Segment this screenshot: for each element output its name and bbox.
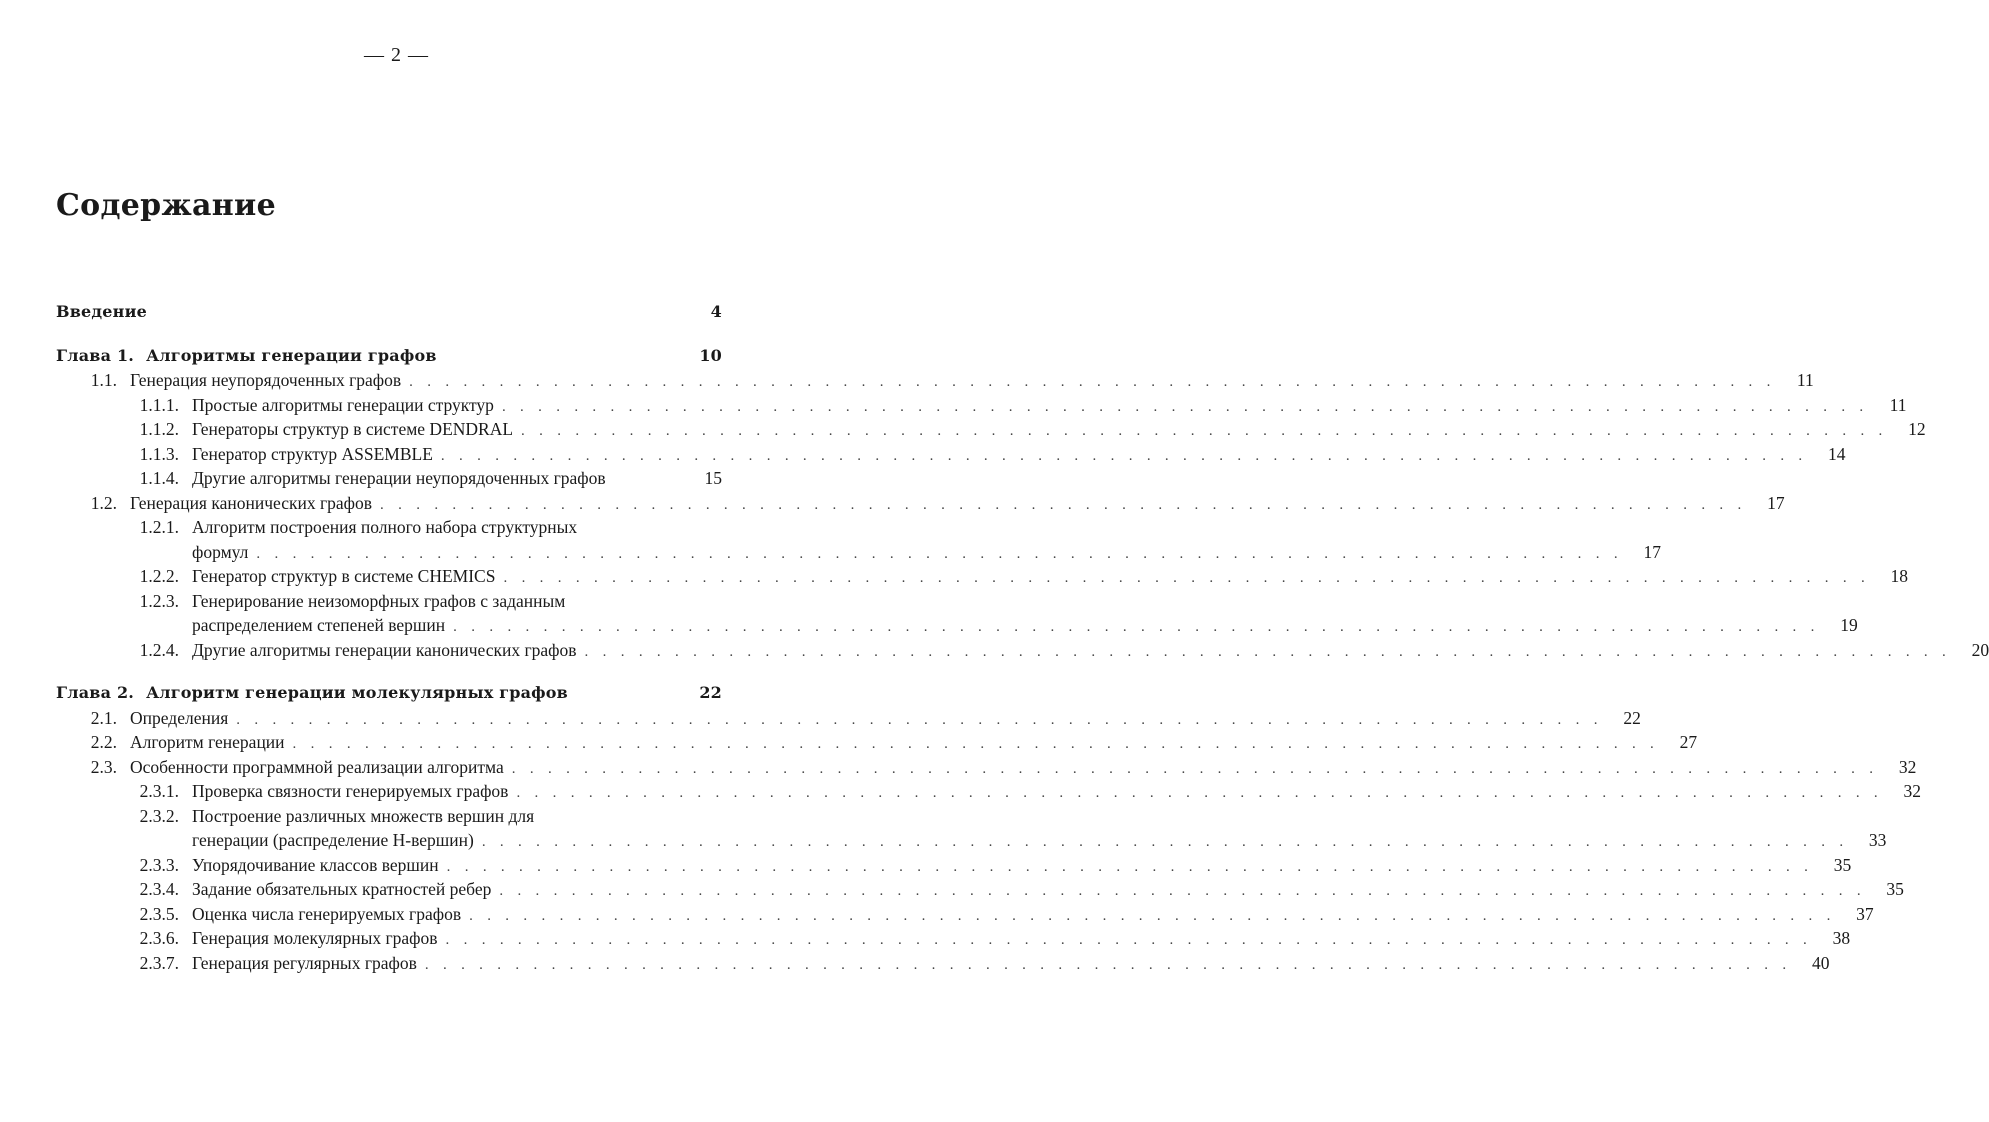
toc-subsection-2-3-2[interactable] — [56, 804, 722, 829]
dot-leader — [461, 904, 1840, 929]
subsection-title: Другие алгоритмы генерации канонических графов — [192, 639, 577, 660]
toc-subsection-1-2-3[interactable] — [56, 589, 722, 614]
toc-chapter-2[interactable] — [56, 681, 722, 706]
table-of-contents — [56, 300, 1989, 975]
subsection-title: Простые алгоритмы генерации структур — [192, 394, 494, 415]
dot-leader — [248, 542, 1627, 567]
section-title: Генерация канонических графов — [130, 492, 373, 513]
toc-subsection-1-2-1-cont[interactable] — [56, 540, 1661, 565]
dot-leader — [228, 708, 1607, 733]
toc-section-2-2[interactable] — [56, 730, 1698, 755]
section-title: Определения — [130, 707, 229, 728]
dot-leader — [417, 953, 1796, 978]
subsection-page: 37 — [1856, 903, 1874, 924]
subsection-page: 18 — [1890, 566, 1909, 586]
subsection-title-line2: формул — [192, 541, 249, 562]
dot-leader — [508, 781, 1887, 806]
chapter-page: 10 — [699, 345, 722, 365]
subsection-page: 20 — [1971, 639, 1989, 660]
section-number: 2.2. — [90, 732, 117, 752]
subsection-title: Генерация молекулярных графов — [192, 928, 438, 948]
toc-subsection-1-2-2[interactable] — [56, 564, 1909, 589]
subsection-number: 2.3.3. — [139, 854, 179, 875]
dot-leader — [577, 640, 1956, 665]
subsection-title: Оценка числа генерируемых графов — [192, 903, 462, 924]
section-title: Особенности программной реализации алгоритма — [130, 756, 504, 777]
dot-leader — [438, 928, 1817, 953]
section-number: 2.3. — [90, 756, 117, 777]
subsection-page: 11 — [1889, 394, 1907, 415]
toc-subsection-2-3-2-cont[interactable] — [56, 828, 1887, 853]
subsection-title: Генератор структур ASSEMBLE — [192, 443, 433, 464]
subsection-number: 2.3.2. — [139, 805, 179, 826]
subsection-number: 1.2.1. — [139, 517, 179, 537]
subsection-page: 19 — [1840, 615, 1858, 635]
chapter-label: Глава 2. — [56, 683, 135, 702]
dot-leader — [401, 370, 1780, 395]
subsection-title: Задание обязательных кратностей ребер — [192, 879, 492, 899]
subsection-number: 1.1.3. — [139, 443, 179, 464]
toc-subsection-2-3-7[interactable] — [56, 951, 1830, 976]
subsection-title: Генератор структур в системе CHEMICS — [192, 566, 496, 586]
toc-subsection-1-2-1[interactable] — [56, 515, 722, 540]
toc-section-1-1[interactable] — [56, 368, 1814, 393]
subsection-title: Проверка связности генерируемых графов — [192, 781, 509, 801]
toc-section-2-3[interactable] — [56, 755, 1917, 780]
dot-leader — [439, 855, 1818, 880]
subsection-page: 14 — [1827, 443, 1846, 464]
subsection-title: Генерация регулярных графов — [192, 952, 417, 973]
subsection-page: 17 — [1643, 541, 1661, 562]
dot-leader — [513, 419, 1892, 444]
dot-leader — [504, 757, 1883, 782]
toc-subsection-1-1-4[interactable] — [56, 466, 722, 491]
section-page: 17 — [1767, 492, 1785, 513]
chapter-title: Алгоритм генерации молекулярных графов — [146, 683, 568, 702]
dot-leader — [445, 615, 1824, 640]
toc-chapter-1[interactable] — [56, 344, 722, 369]
subsection-page: 15 — [704, 468, 722, 488]
subsection-title-line1: Генерирование неизоморфных графов с заданным — [192, 590, 566, 611]
toc-subsection-1-2-3-cont[interactable] — [56, 613, 1858, 638]
subsection-number: 1.1.2. — [139, 419, 179, 439]
subsection-number: 1.2.2. — [139, 566, 179, 586]
subsection-page: 32 — [1903, 781, 1921, 801]
subsection-number: 1.1.1. — [139, 394, 179, 415]
toc-section-1-2[interactable] — [56, 491, 1785, 516]
chapter-title: Алгоритмы генерации графов — [146, 345, 437, 365]
dot-leader — [474, 830, 1853, 855]
subsection-number: 2.3.1. — [139, 781, 179, 801]
section-page: 27 — [1679, 732, 1698, 752]
chapter-page: 22 — [699, 683, 722, 702]
toc-subsection-2-3-6[interactable] — [56, 926, 1851, 951]
toc-intro-page: 4 — [710, 302, 722, 321]
subsection-title: Генераторы структур в системе DENDRAL — [192, 419, 514, 439]
subsection-title: Упорядочивание классов вершин — [192, 854, 439, 875]
subsection-page: 35 — [1833, 854, 1852, 875]
subsection-number: 1.2.3. — [139, 590, 179, 611]
subsection-page: 12 — [1908, 419, 1926, 439]
subsection-number: 1.1.4. — [139, 468, 179, 488]
section-number: 1.1. — [90, 370, 117, 390]
subsection-page: 33 — [1868, 830, 1887, 850]
toc-subsection-2-3-5[interactable] — [56, 902, 1874, 927]
section-page: 32 — [1898, 756, 1917, 777]
subsection-number: 2.3.5. — [139, 903, 179, 924]
toc-intro[interactable] — [56, 300, 722, 325]
subsection-page: 35 — [1886, 879, 1904, 899]
subsection-page: 38 — [1832, 928, 1851, 948]
section-title: Генерация неупорядоченных графов — [130, 370, 402, 390]
toc-subsection-1-1-1[interactable] — [56, 393, 1907, 418]
page-title: Содержание — [56, 188, 276, 223]
subsection-page: 40 — [1811, 952, 1830, 973]
subsection-title-line2: распределением степеней вершин — [192, 615, 446, 635]
dot-leader — [433, 444, 1812, 469]
toc-subsection-1-1-3[interactable] — [56, 442, 1846, 467]
section-number: 1.2. — [90, 492, 117, 513]
chapter-label: Глава 1. — [56, 345, 135, 365]
dot-leader — [491, 879, 1870, 904]
section-title: Алгоритм генерации — [130, 732, 285, 752]
dot-leader — [372, 493, 1751, 518]
section-page: 22 — [1623, 707, 1641, 728]
toc-subsection-1-2-4[interactable] — [56, 638, 1989, 663]
section-number: 2.1. — [90, 707, 117, 728]
subsection-title: Другие алгоритмы генерации неупорядоченных графов — [192, 468, 606, 488]
subsection-number: 2.3.6. — [139, 928, 179, 948]
page-number: — 2 — — [364, 44, 429, 66]
toc-subsection-2-3-1[interactable] — [56, 779, 1921, 804]
toc-subsection-1-1-2[interactable] — [56, 417, 1926, 442]
dot-leader — [285, 732, 1664, 757]
dot-leader — [495, 566, 1874, 591]
toc-section-2-1[interactable] — [56, 706, 1641, 731]
subsection-title-line1: Алгоритм построения полного набора структурных — [192, 517, 578, 537]
subsection-number: 2.3.4. — [139, 879, 179, 899]
subsection-title-line2: генерации (распределение Н-вершин) — [192, 830, 474, 850]
toc-subsection-2-3-4[interactable] — [56, 877, 1904, 902]
subsection-number: 1.2.4. — [139, 639, 179, 660]
toc-subsection-2-3-3[interactable] — [56, 853, 1852, 878]
dot-leader — [494, 395, 1873, 420]
subsection-title-line1: Построение различных множеств вершин для — [192, 805, 535, 826]
toc-intro-title: Введение — [56, 302, 148, 321]
subsection-number: 2.3.7. — [139, 952, 179, 973]
section-page: 11 — [1796, 370, 1814, 390]
